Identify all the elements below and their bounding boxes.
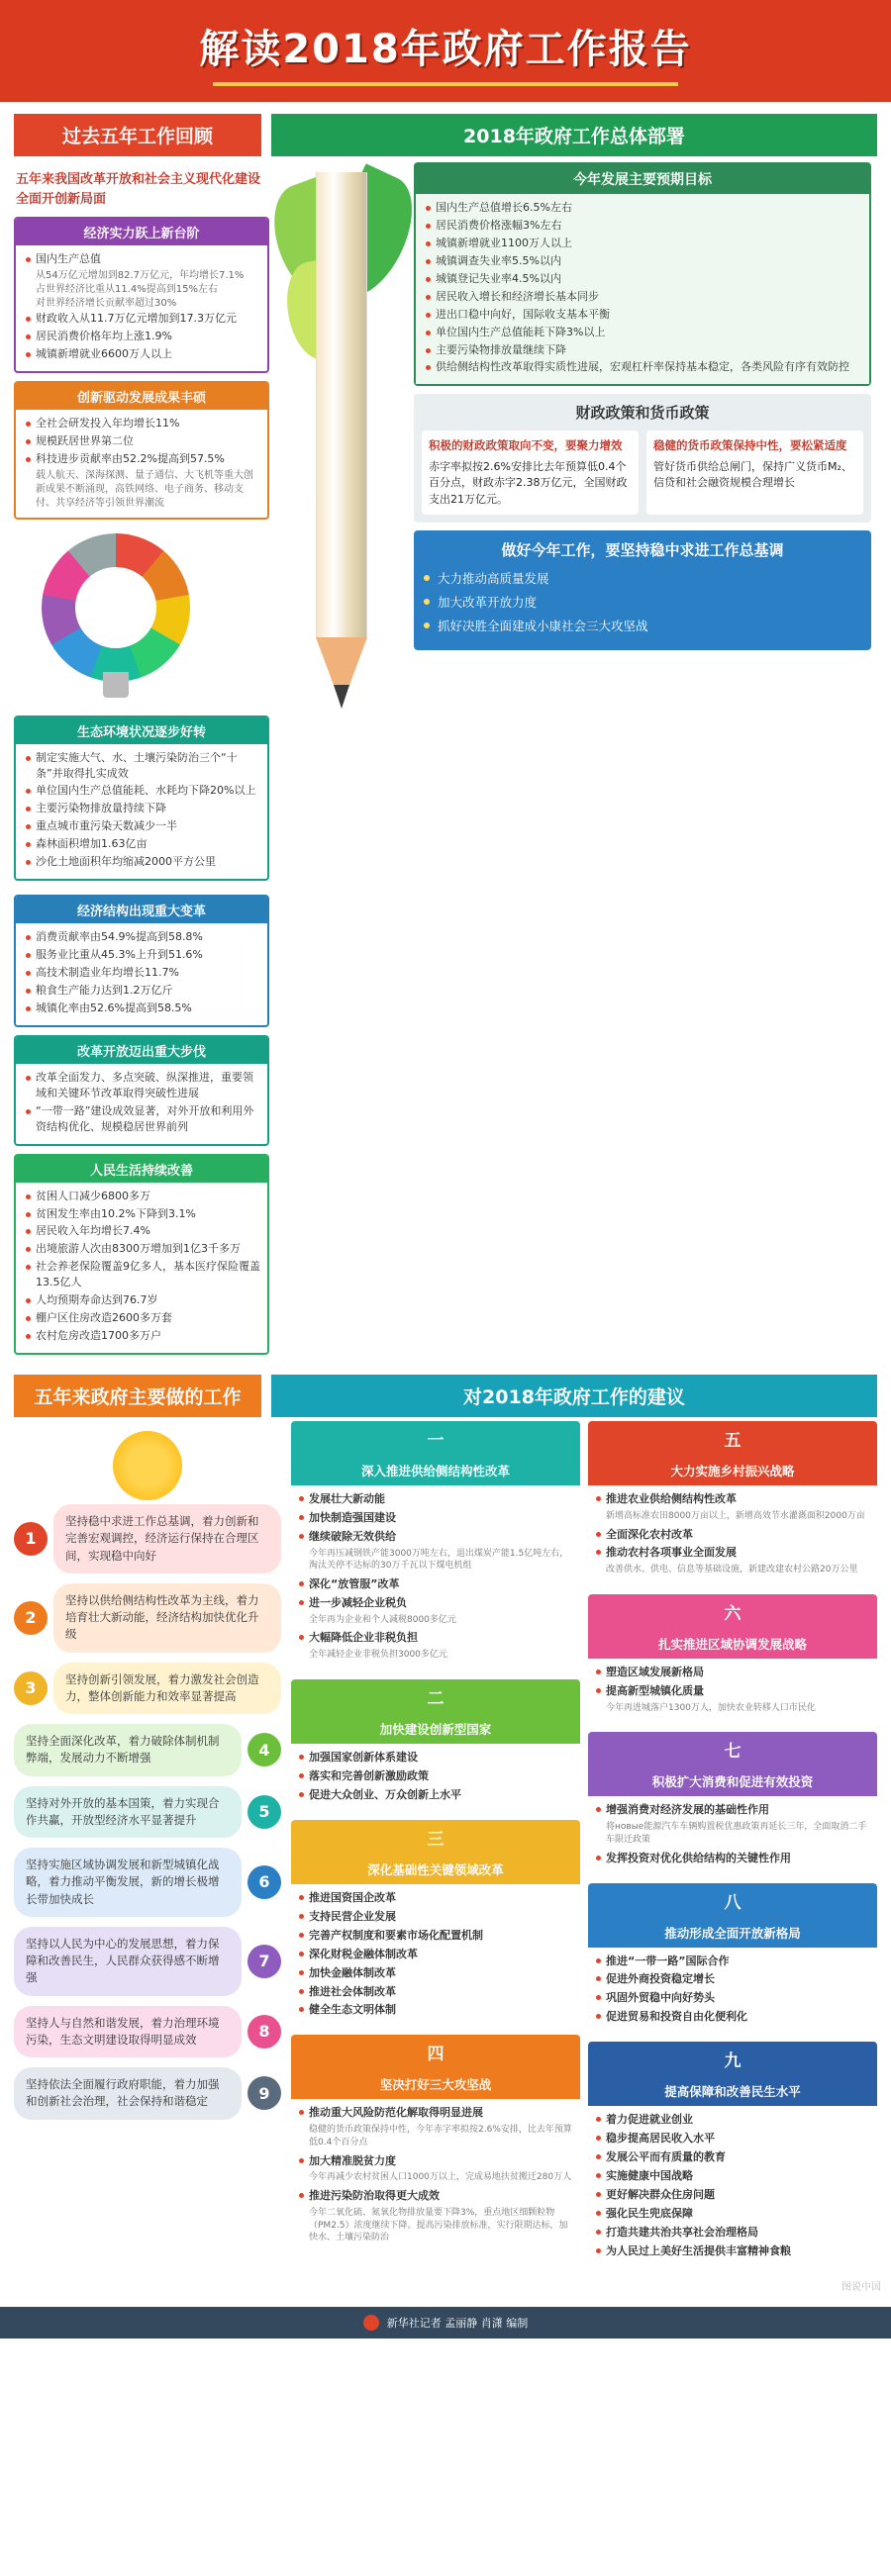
rec-number: 九 <box>588 2042 877 2076</box>
rec-item: 推进污染防治取得更大成效 <box>298 2188 573 2204</box>
monetary-policy-card <box>646 430 863 515</box>
pencil-illustration <box>282 172 401 726</box>
box-work-tone <box>414 530 871 650</box>
list-item <box>14 1583 281 1653</box>
fiscal-columns <box>422 430 863 515</box>
left-column-2 <box>14 895 269 1363</box>
rec-item: 打造共建共治共享社会治理格局 <box>595 2225 870 2241</box>
bullet: 城镇调查失业率5.5%以内 <box>424 253 863 269</box>
bullet: 城镇新增就业1100万人以上 <box>424 236 863 251</box>
box-fiscal-monetary <box>414 394 871 523</box>
bullet-note: 占世界经济比重从11.4%提高到15%左右 <box>36 283 218 295</box>
rec-card-4 <box>291 2035 580 2253</box>
bullet: 居民收入增长和经济增长基本同步 <box>424 289 863 305</box>
rec-body <box>588 1485 877 1586</box>
pencil-body <box>316 172 367 637</box>
list-number: 5 <box>248 1795 281 1829</box>
rec-item: 加快金融体制改革 <box>298 1965 573 1981</box>
card-title: 改革开放迈出重大步伐 <box>16 1037 267 1064</box>
list-item <box>14 1663 281 1715</box>
card-ecology <box>14 716 269 882</box>
band-right-wrap <box>271 114 877 156</box>
rec-body <box>588 1659 877 1724</box>
rec-card-6 <box>588 1594 877 1724</box>
card-bullets <box>16 744 267 880</box>
box-title: 今年发展主要预期目标 <box>416 164 869 194</box>
section-title-overall-2018: 2018年政府工作总体部署 <box>271 114 877 156</box>
rec-note: 全年再为企业和个人减税8000多亿元 <box>309 1614 456 1625</box>
list-text: 坚持实施区域协调发展和新型城镇化战略，着力推动平衡发展，新的增长极增长带加快成长 <box>14 1848 242 1917</box>
bullet: 供给侧结构性改革取得实质性进展，宏观杠杆率保持基本稳定，各类风险有序有效防控 <box>424 359 863 375</box>
rec-card-7 <box>588 1732 877 1874</box>
rec-item: 促进贸易和投资自由化便利化 <box>595 2009 870 2025</box>
rec-heading: 推动形成全面开放新格局 <box>588 1918 877 1948</box>
list-number: 9 <box>248 2076 281 2110</box>
rec-item: 更好解决群众住房问题 <box>595 2187 870 2203</box>
bullet: 抓好决胜全面建成小康社会三大攻坚战 <box>424 617 861 634</box>
fiscal-policy-card <box>422 430 639 515</box>
rec-card-3 <box>291 1820 580 2028</box>
policy-body: 赤字率拟按2.6%安排比去年预算低0.4个百分点，财政赤字2.38万亿元，全国财政支出21万亿元。 <box>429 459 628 506</box>
top-columns <box>0 156 891 889</box>
bullet: 森林面积增加1.63亿亩 <box>24 836 261 852</box>
rec-item: 推动重大风险防范化解取得明显进展 <box>298 2105 573 2121</box>
section-title-gov-main-work: 五年来政府主要做的工作 <box>14 1375 261 1417</box>
middle-spacer <box>277 895 406 1363</box>
bullet: 出境旅游人次由8300万增加到1亿3千多万 <box>24 1241 261 1257</box>
recommendations-grid <box>291 1421 877 2276</box>
list-text: 坚持稳中求进工作总基调，着力创新和完善宏观调控，经济运行保持在合理区间，实现稳中向好 <box>53 1504 281 1574</box>
rec-number: 二 <box>291 1679 580 1714</box>
left-cards-continued <box>0 889 891 1363</box>
band-right-wrap-2 <box>271 1375 877 1417</box>
title-underline <box>213 82 678 86</box>
bullet: 农村危房改造1700多万户 <box>24 1328 261 1344</box>
rec-heading: 加快建设创新型国家 <box>291 1714 580 1744</box>
sun-icon <box>113 1431 182 1500</box>
rec-item: 继续破除无效供给 <box>298 1529 573 1545</box>
card-people-life <box>14 1154 269 1355</box>
rec-item: 塑造区域发展新格局 <box>595 1665 870 1680</box>
list-number: 6 <box>248 1865 281 1899</box>
rec-item: 提高新型城镇化质量 <box>595 1683 870 1699</box>
bullet: 消费贡献率由54.9%提高到58.8% <box>24 929 261 945</box>
bullet: 城镇登记失业率4.5%以内 <box>424 271 863 287</box>
rec-number: 八 <box>588 1883 877 1918</box>
card-bullets <box>16 245 267 371</box>
list-number: 8 <box>248 2015 281 2049</box>
rec-number: 七 <box>588 1732 877 1766</box>
bullet: 贫困人口减少6800多万 <box>24 1189 261 1204</box>
card-title: 经济实力跃上新台阶 <box>16 219 267 245</box>
page-header <box>0 0 891 102</box>
rec-body <box>588 2106 877 2268</box>
bullet: 规模跃居世界第二位 <box>24 433 261 449</box>
list-number: 3 <box>14 1671 48 1705</box>
list-number: 7 <box>248 1945 281 1978</box>
rec-number: 一 <box>291 1421 580 1456</box>
bullet: 大力推动高质量发展 <box>424 569 861 587</box>
rec-item: 推进农业供给侧结构性改革 <box>595 1491 870 1507</box>
rec-item: 实施健康中国战略 <box>595 2168 870 2184</box>
rec-item: 促进外商投资稳定增长 <box>595 1971 870 1987</box>
recommendations-right <box>588 1421 877 2276</box>
ring-inner <box>75 567 156 648</box>
rec-item: 推进社会体制改革 <box>298 1984 573 2000</box>
bullet: 制定实施大气、水、土壤污染防治三个“十条”并取得扎实成效 <box>24 750 261 782</box>
recommendations-column <box>291 1421 877 2276</box>
rec-item: 推进“一带一路”国际合作 <box>595 1954 870 1969</box>
timeline <box>14 1504 281 2120</box>
card-title: 创新驱动发展成果丰硕 <box>16 383 267 410</box>
list-item <box>14 1786 281 1839</box>
rec-card-8 <box>588 1883 877 2035</box>
rec-item: 发展壮大新动能 <box>298 1491 573 1507</box>
rec-item: 推进国资国企改革 <box>298 1890 573 1906</box>
list-text: 坚持全面深化改革，着力破除体制机制弊端，发展动力不断增强 <box>14 1724 242 1776</box>
bulb-base <box>103 672 129 698</box>
policy-heading: 积极的财政政策取向不变，要聚力增效 <box>429 438 623 453</box>
list-text: 坚持以供给侧结构性改革为主线，着力培育壮大新动能，经济结构加快优化升级 <box>53 1583 281 1653</box>
rec-note: 今年二氧化硫、氮氧化物排放量要下降3%，重点地区细颗粒物（PM2.5）浓度继续下降。提高污染排放标准，实行限期达标，加快水、土壤污染防治 <box>309 2207 568 2243</box>
lead-text: 五年来我国改革开放和社会主义现代化建设全面开创新局面 <box>16 172 261 207</box>
rec-item: 全面深化农村改革 <box>595 1527 870 1543</box>
card-title: 人民生活持续改善 <box>16 1156 267 1183</box>
box-bullets <box>416 194 869 384</box>
policy-heading: 稳健的货币政策保持中性，要松紧适度 <box>653 438 847 453</box>
rec-card-1 <box>291 1421 580 1671</box>
box-year-targets <box>414 162 871 386</box>
card-title: 经济结构出现重大变革 <box>16 897 267 923</box>
rec-number: 四 <box>291 2035 580 2069</box>
bullet: 加大改革开放力度 <box>424 593 861 611</box>
rec-body <box>291 2099 580 2253</box>
card-bullets <box>16 1183 267 1353</box>
list-text: 坚持创新引领发展，着力激发社会创造力，整体创新能力和效率显著提高 <box>53 1663 281 1715</box>
box-title: 财政政策和货币政策 <box>575 404 710 423</box>
list-number: 1 <box>14 1522 48 1556</box>
rec-item: 加快制造强国建设 <box>298 1510 573 1526</box>
lightbulb-icon <box>42 533 190 682</box>
bullet: 粮食生产能力达到1.2万亿斤 <box>24 983 261 999</box>
rec-number: 五 <box>588 1421 877 1456</box>
bullet: 社会养老保险覆盖9亿多人，基本医疗保险覆盖13.5亿人 <box>24 1259 261 1290</box>
rec-note: 将новые能源汽车车辆购置税优惠政策再延长三年，全面取消二手车限迁政策 <box>606 1822 867 1845</box>
rec-heading: 深化基础性关键领域改革 <box>291 1855 580 1884</box>
card-title: 生态环境状况逐步好转 <box>16 717 267 744</box>
rec-item: 完善产权制度和要素市场化配置机制 <box>298 1928 573 1944</box>
rec-item: 增强消费对经济发展的基础性作用 <box>595 1802 870 1818</box>
bullet: 高技术制造业年均增长11.7% <box>24 965 261 981</box>
list-item <box>14 1504 281 1574</box>
rec-item: 支持民营企业发展 <box>298 1909 573 1925</box>
rec-number: 六 <box>588 1594 877 1629</box>
bottom-columns <box>0 1417 891 2276</box>
card-bullets <box>16 1064 267 1144</box>
bullet-note: 从54万亿元增加到82.7万亿元，年均增长7.1% <box>36 269 245 281</box>
list-number: 2 <box>14 1601 48 1635</box>
rec-item: 健全生态文明体制 <box>298 2002 573 2018</box>
rec-item: 发展公平而有质量的教育 <box>595 2149 870 2165</box>
rec-item: 加强国家创新体系建设 <box>298 1750 573 1765</box>
bullet: 进出口稳中向好，国际收支基本平衡 <box>424 307 863 323</box>
list-item <box>14 1848 281 1917</box>
bullet: 居民消费价格年均上涨1.9% <box>24 329 261 344</box>
lightbulb-illustration <box>14 527 269 716</box>
rec-body <box>291 1485 580 1671</box>
agency-logo-icon <box>363 2315 379 2331</box>
rec-item: 强化民生兜底保障 <box>595 2206 870 2222</box>
bullet: 重点城市重污染天数减少一半 <box>24 818 261 834</box>
bullet: 居民收入年均增长7.4% <box>24 1223 261 1239</box>
bullet: 国内生产总值增长6.5%左右 <box>424 200 863 216</box>
pencil-lead <box>334 685 349 709</box>
rec-item: 深化财税金融体制改革 <box>298 1947 573 1962</box>
bullet: 财政收入从11.7万亿元增加到17.3万亿元 <box>24 311 261 327</box>
rec-heading: 扎实推进区域协调发展战略 <box>588 1629 877 1659</box>
middle-column <box>277 162 406 889</box>
section-title-suggestions: 对2018年政府工作的建议 <box>271 1375 877 1417</box>
list-number: 4 <box>248 1733 281 1766</box>
card-bullets <box>16 410 267 518</box>
card-economic-strength <box>14 217 269 373</box>
bullet: 棚户区住房改造2600多万套 <box>24 1310 261 1326</box>
rec-note: 改善供水、供电、信息等基础设施，新建改建农村公路20万公里 <box>606 1565 858 1575</box>
bullet: “一带一路”建设成效显著，对外开放和利用外资结构优化、规模稳居世界前列 <box>24 1103 261 1135</box>
bullet: 城镇新增就业6600万人以上 <box>24 346 261 362</box>
rec-note: 新增高标准农田8000万亩以上，新增高效节水灌溉面积2000万亩 <box>606 1510 865 1521</box>
list-item <box>14 1724 281 1776</box>
list-item <box>14 2067 281 2120</box>
rec-item: 为人民过上美好生活提供丰富精神食粮 <box>595 2243 870 2259</box>
rec-item: 推动农村各项事业全面发展 <box>595 1545 870 1561</box>
section-band-top <box>0 102 891 156</box>
bullet: 主要污染物排放量继续下降 <box>424 342 863 358</box>
policy-body: 管好货币供给总闸门，保持广义货币M₂、信贷和社会融资规模合理增长 <box>653 459 852 490</box>
bullet: 人均预期寿命达到76.7岁 <box>24 1292 261 1308</box>
rec-item: 深化“放管服”改革 <box>298 1576 573 1592</box>
card-innovation <box>14 381 269 520</box>
recommendations-left <box>291 1421 580 2276</box>
watermark: 图说中国 <box>842 2281 881 2293</box>
rec-card-5 <box>588 1421 877 1586</box>
rec-item: 促进大众创业、万众创新上水平 <box>298 1787 573 1803</box>
rec-note: 今年再减少农村贫困人口1000万以上，完成易地扶贫搬迁280万人 <box>309 2172 572 2183</box>
footer-credit: 新华社记者 孟丽静 肖潇 编制 <box>386 2316 529 2330</box>
rec-item: 加大精准脱贫力度 <box>298 2153 573 2169</box>
rec-item: 稳步提高居民收入水平 <box>595 2131 870 2147</box>
card-structure-change <box>14 895 269 1027</box>
list-item <box>14 1927 281 1996</box>
numbered-list-column <box>14 1421 281 2276</box>
rec-heading: 大力实施乡村振兴战略 <box>588 1456 877 1485</box>
rec-item: 发挥投资对优化供给结构的关键性作用 <box>595 1851 870 1866</box>
rec-note: 今年再进城落户1300万人，加快农业转移人口市民化 <box>606 1702 816 1713</box>
rec-heading: 提高保障和改善民生水平 <box>588 2076 877 2106</box>
rec-item: 进一步减轻企业税负 <box>298 1595 573 1611</box>
rec-card-2 <box>291 1679 580 1812</box>
bullet: 全社会研发投入年均增长11% <box>24 416 261 431</box>
rec-item: 落实和完善创新激励政策 <box>298 1768 573 1784</box>
rec-number: 三 <box>291 1820 580 1855</box>
list-text: 坚持人与自然和谐发展，着力治理环境污染，生态文明建设取得明显成效 <box>14 2006 242 2058</box>
rec-body <box>588 1796 877 1874</box>
box-title: 做好今年工作，要坚持稳中求进工作总基调 <box>501 541 784 560</box>
right-spacer <box>414 895 871 1363</box>
band-left-wrap-2 <box>14 1375 261 1417</box>
page-footer <box>0 2307 891 2338</box>
bullet: 改革全面发力、多点突破、纵深推进，重要领域和关键环节改革取得突破性进展 <box>24 1070 261 1101</box>
bullet: 主要污染物排放量持续下降 <box>24 801 261 816</box>
bullet: 科技进步贡献率由52.2%提高到57.5% <box>24 451 261 467</box>
rec-item: 巩固外贸稳中向好势头 <box>595 1990 870 2006</box>
bullet: 国内生产总值 <box>24 251 261 267</box>
list-item <box>14 2006 281 2058</box>
section-band-bottom <box>0 1363 891 1417</box>
rec-body <box>291 1884 580 2028</box>
rec-note: 稳健的货币政策保持中性，今年赤字率拟按2.6%安排，比去年预算低0.4个百分点 <box>309 2125 572 2147</box>
rec-card-9 <box>588 2042 877 2268</box>
right-column <box>414 162 871 889</box>
bullet: 贫困发生率由10.2%下降到3.1% <box>24 1206 261 1222</box>
rec-body <box>588 1948 877 2035</box>
bullet: 居民消费价格涨幅3%左右 <box>424 218 863 234</box>
bullet: 单位国内生产总值能耗下降3%以上 <box>424 325 863 340</box>
rec-item: 着力促进就业创业 <box>595 2112 870 2128</box>
rec-item: 大幅降低企业非税负担 <box>298 1630 573 1646</box>
rec-note: 全年减轻企业非税负担3000多亿元 <box>309 1650 447 1661</box>
bullet: 单位国内生产总值能耗、水耗均下降20%以上 <box>24 783 261 799</box>
bullet: 城镇化率由52.6%提高到58.5% <box>24 1001 261 1016</box>
card-bullets <box>16 923 267 1025</box>
card-reform-opening <box>14 1035 269 1146</box>
list-text: 坚持依法全面履行政府职能，着力加强和创新社会治理，社会保持和谐稳定 <box>14 2067 242 2120</box>
bullet: 服务业比重从45.3%上升到51.6% <box>24 947 261 963</box>
rec-body <box>291 1744 580 1812</box>
list-text: 坚持对外开放的基本国策，着力实现合作共赢，开放型经济水平显著提升 <box>14 1786 242 1839</box>
rec-heading: 深入推进供给侧结构性改革 <box>291 1456 580 1485</box>
left-column <box>14 162 269 889</box>
bullet-note: 载人航天、深海探测、量子通信、大飞机等重大创新成果不断涌现，高铁网络、电子商务、移动支付、共享经济等引领世界潮流 <box>36 469 253 509</box>
bullet-note: 对世界经济增长贡献率超过30% <box>36 297 177 309</box>
rec-note: 今年再压减钢铁产能3000万吨左右，退出煤炭产能1.5亿吨左右，淘汰关停不达标的30万千瓦以下煤电机组 <box>309 1548 569 1572</box>
list-text: 坚持以人民为中心的发展思想，着力保障和改善民生，人民群众获得感不断增强 <box>14 1927 242 1996</box>
band-left-wrap <box>14 114 261 156</box>
section-title-past-five-years: 过去五年工作回顾 <box>14 114 261 156</box>
rec-heading: 坚决打好三大攻坚战 <box>291 2069 580 2099</box>
page-title: 解读2018年政府工作报告 <box>199 27 692 72</box>
rec-heading: 积极扩大消费和促进有效投资 <box>588 1766 877 1796</box>
bullet: 沙化土地面积年均缩减2000平方公里 <box>24 854 261 870</box>
